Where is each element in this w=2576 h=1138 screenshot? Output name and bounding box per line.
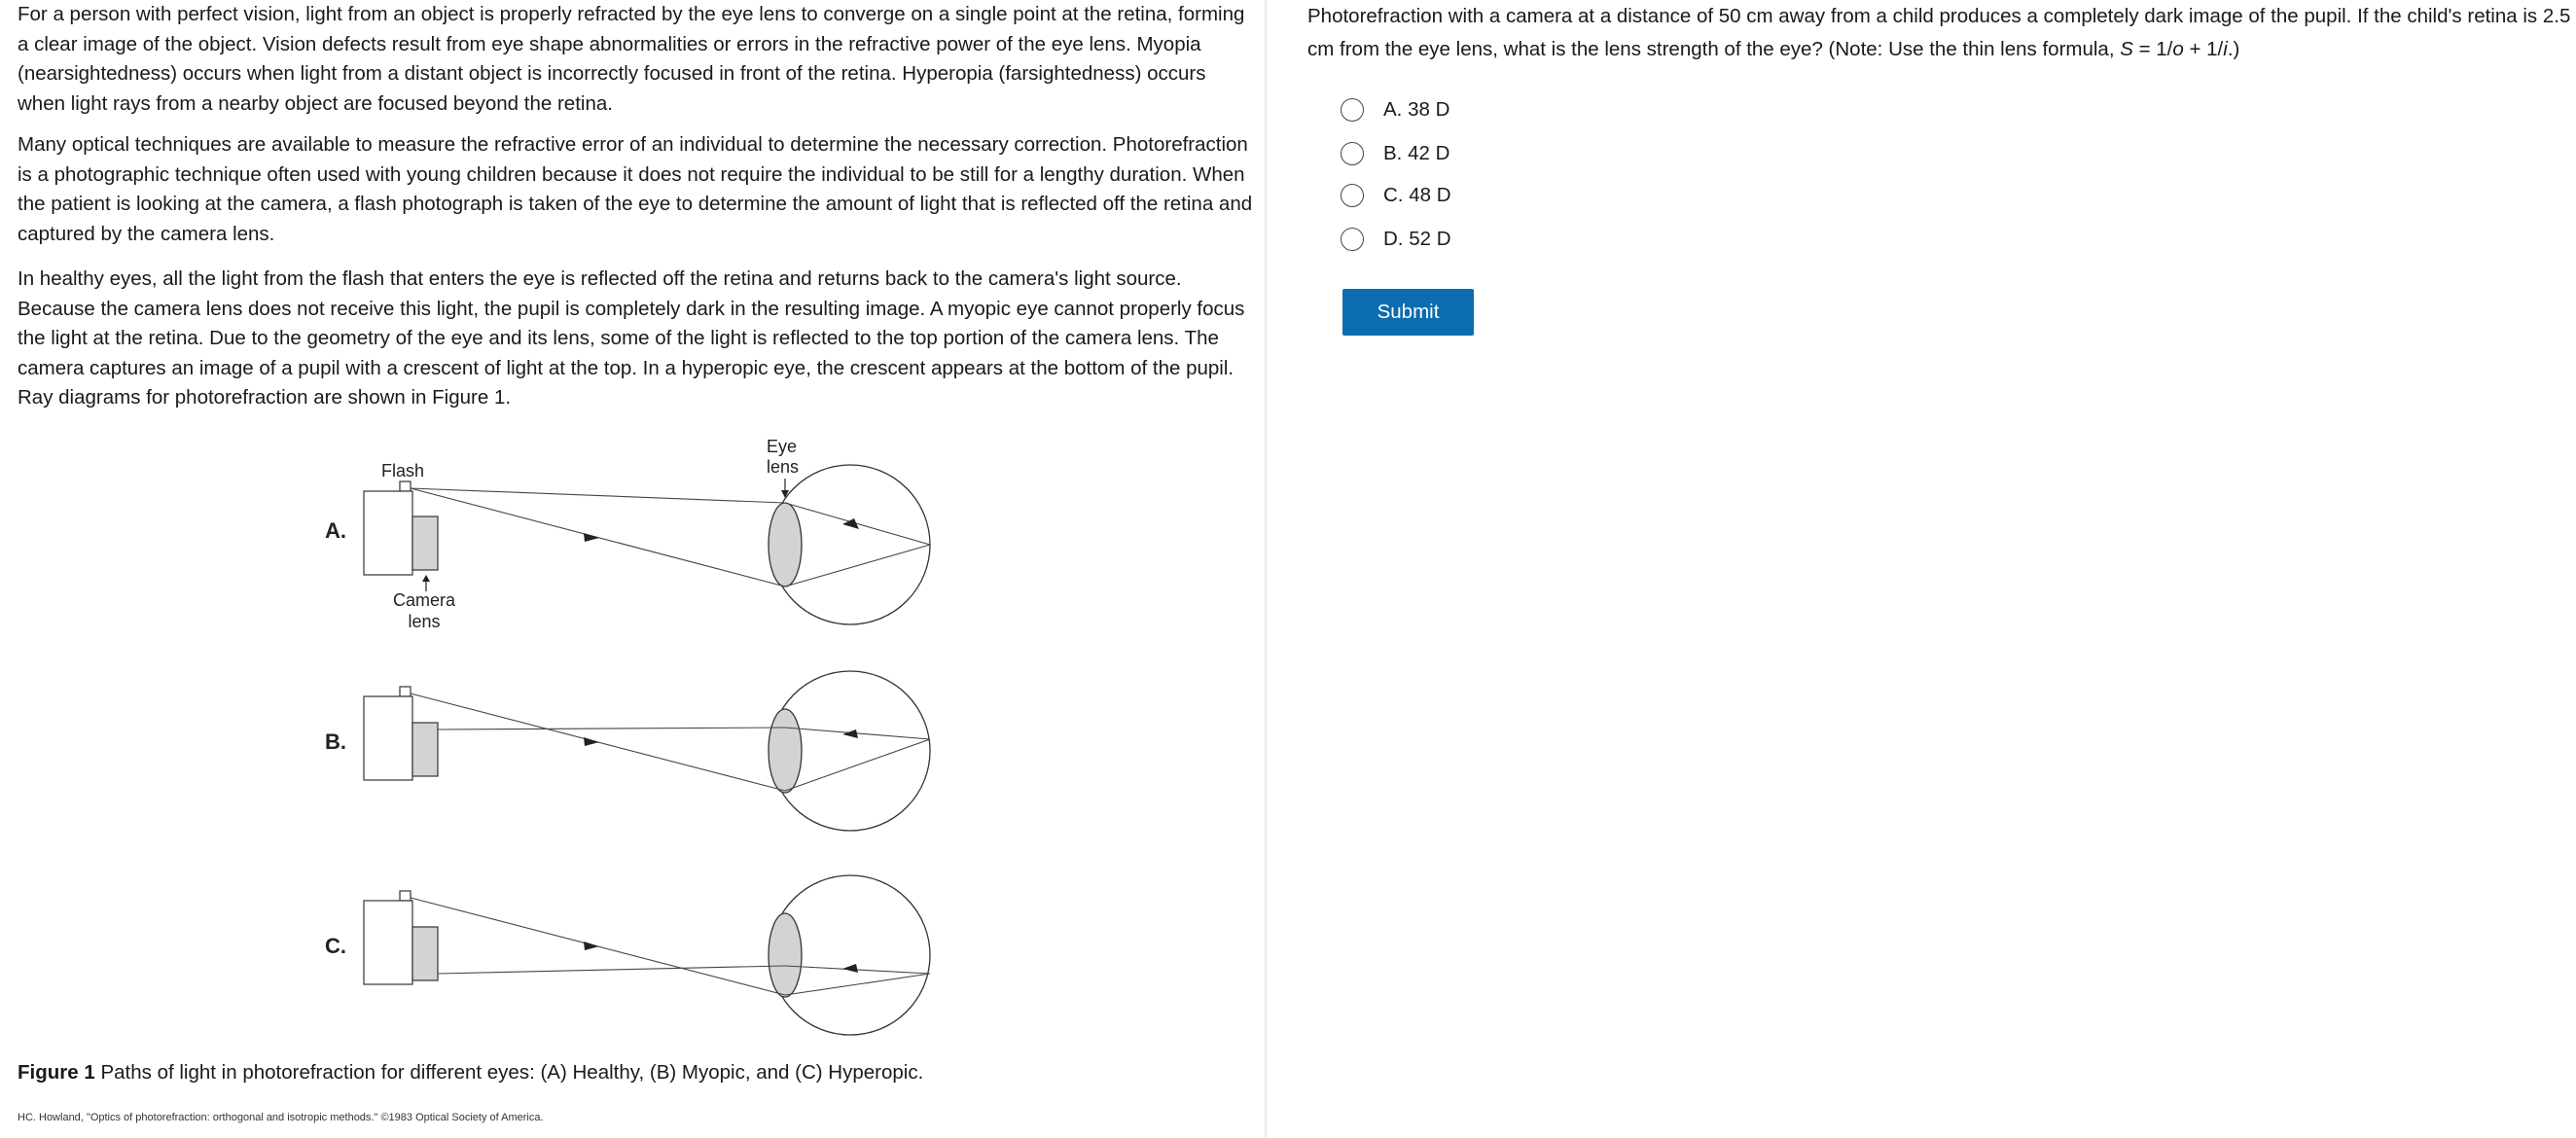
formula-mid: = 1/ [2132, 38, 2173, 60]
radio-button-d[interactable] [1341, 228, 1364, 251]
figure-caption-text: Paths of light in photorefraction for different eyes: (A) Healthy, (B) Myopic, and (C) Hyperopic. [100, 1061, 924, 1084]
answer-choice-d[interactable] [1341, 225, 1451, 254]
camera-body [364, 901, 412, 984]
ray-returning [438, 966, 785, 974]
camera-lens [412, 927, 438, 980]
camera-lens [412, 516, 438, 570]
formula-i: i [2223, 38, 2228, 60]
flash-box [400, 481, 411, 491]
figure-caption-label: Figure 1 [18, 1061, 95, 1084]
answer-choice-b[interactable] [1341, 139, 1449, 168]
formula-plus: + 1/ [2183, 38, 2224, 60]
passage-paragraph-3: In healthy eyes, all the light from the flash that enters the eye is reflected off the retina and returns back to the camera's light source. Because the camera lens does not receive this light, the pupil is completely dark in the resulting image. A myopic eye cannot properly focus the light at the retina. Due to the geometry of the eye and its lens, some of the light is reflected to the top portion of the camera lens. The camera captures an image of a pupil with a crescent of light at the top. In a hyperopic eye, the crescent appears at the bottom of the pupil. Ray diagrams for photorefraction are shown in Figure 1. [18, 267, 1245, 409]
figure-citation: HC. Howland, "Optics of photorefraction: orthogonal and isotropic methods." ©1983 Optical Society of America. [18, 1112, 544, 1123]
answer-choice-a[interactable] [1341, 95, 1449, 124]
passage-paragraph-1: For a person with perfect vision, light from an object is properly refracted by the eye lens to converge on a single point at the retina, forming a clear image of the object. Vision defects result from eye shape abnormalities or errors in the refractive power of the eye lens. Myopia (nearsightedness) occurs when light from a distant object is incorrectly focused in front of the retina. Hyperopia (farsightedness) occurs when light rays from a nearby object are focused beyond the retina. [18, 3, 1245, 115]
camera-lens-label-line2: lens [408, 612, 441, 631]
flash-box [400, 687, 411, 696]
camera-body [364, 696, 412, 780]
diagram-a-label: A. [325, 518, 346, 543]
radio-button-a[interactable] [1341, 98, 1364, 122]
ray-top [411, 488, 785, 503]
camera-lens [412, 723, 438, 776]
question-stem-end: .) [2227, 38, 2240, 60]
ray-arrow-outgoing [584, 942, 599, 950]
camera-body [364, 491, 412, 575]
diagram-b-myopic [325, 671, 930, 831]
choice-d-label: D. 52 D [1383, 228, 1451, 250]
question-stem [1307, 0, 2572, 66]
submit-button[interactable]: Submit [1342, 289, 1474, 336]
choice-c-label: C. 48 D [1383, 184, 1451, 206]
ray-arrow-outgoing [584, 737, 599, 746]
ray-arrow-outgoing [584, 533, 599, 542]
diagram-b-label: B. [325, 729, 346, 754]
ray-returning [438, 728, 785, 729]
camera-lens-label-line1: Camera [392, 590, 456, 610]
flash-box [400, 891, 411, 901]
formula-o: o [2172, 38, 2184, 60]
figure-caption [18, 1058, 923, 1087]
formula-s: S [2120, 38, 2133, 60]
passage-pane [0, 0, 1267, 1138]
flash-label: Flash [381, 461, 425, 480]
question-pane [1269, 0, 2576, 1138]
eye-lens [769, 503, 802, 587]
choice-b-label: B. 42 D [1383, 142, 1450, 164]
diagram-c-label: C. [325, 934, 346, 958]
question-stem-text: Photorefraction with a camera at a distance of 50 cm away from a child produces a completely dark image of the pupil. If the child's retina is 2.5 cm from the eye lens, what is the lens strength of the eye? (Note: Use the thin lens formula, [1307, 5, 2571, 60]
choice-a-label: A. 38 D [1383, 98, 1450, 121]
diagram-a-healthy [325, 437, 930, 631]
camera-lens-pointer-head [422, 575, 430, 582]
photorefraction-figure [292, 418, 973, 1041]
radio-button-c[interactable] [1341, 184, 1364, 207]
eye-lens [769, 709, 802, 793]
passage-paragraph-2: Many optical techniques are available to measure the refractive error of an individual to determine the necessary correction. Photorefraction is a photographic technique often used with young children because it does not require the individual to be still for a lengthy duration. When the patient is looking at the camera, a flash photograph is taken of the eye to determine the amount of light that is reflected off the retina and captured by the camera lens. [18, 133, 1253, 245]
answer-choice-c[interactable] [1341, 181, 1451, 210]
ray-down [411, 488, 785, 587]
eye-lens-label-line2: lens [767, 457, 800, 477]
diagram-c-hyperopic [325, 875, 930, 1035]
eye-lens [769, 913, 802, 997]
radio-button-b[interactable] [1341, 142, 1364, 165]
eye-lens-label-line1: Eye [767, 437, 798, 456]
